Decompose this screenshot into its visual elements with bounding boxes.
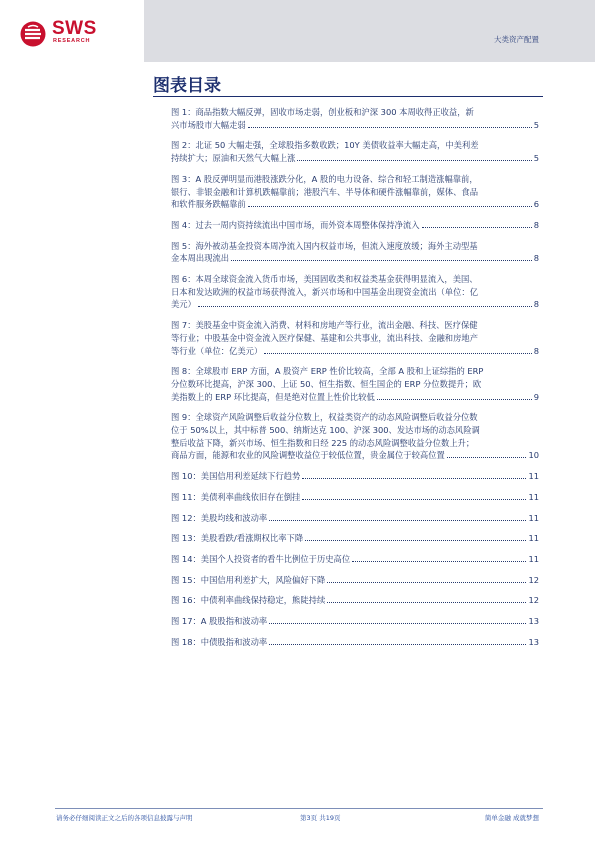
toc-page-number: 8	[533, 253, 539, 264]
logo	[0, 0, 120, 62]
toc-page-number: 8	[533, 345, 539, 356]
toc-dot-leader	[302, 499, 526, 500]
toc-entry-last-line	[171, 512, 539, 525]
toc-entry-line: 整后收益下降，新兴市场、恒生指数和日经 225 的动态风险调整收益分位数上升；	[171, 437, 475, 448]
toc-page-number: 11	[528, 471, 539, 482]
toc-entry[interactable]	[171, 219, 539, 232]
toc-entry-line: 图 5：海外被动基金投资本周净流入国内权益市场，但流入速度放缓；海外主动型基	[171, 240, 478, 251]
toc-entry-text: 图 10：美国信用利差延续下行趋势	[171, 471, 301, 482]
toc-entry-last-line	[171, 198, 539, 211]
logo-text: SWS	[52, 18, 97, 39]
toc-page-number: 11	[528, 553, 539, 564]
toc-dot-leader	[269, 644, 526, 645]
toc-page-number: 13	[528, 636, 539, 647]
toc-entry-text: 图 13：美股看跌/看涨期权比率下降	[171, 533, 304, 544]
toc-list	[171, 106, 539, 657]
toc-entry[interactable]	[171, 615, 539, 628]
toc-entry-text: 金本周出现流出	[171, 253, 230, 264]
toc-entry-text: 图 17：A 股股指和波动率	[171, 616, 268, 627]
toc-dot-leader	[269, 520, 526, 521]
toc-dot-leader	[327, 602, 526, 603]
toc-page-number: 8	[533, 219, 539, 230]
toc-dot-leader	[248, 127, 532, 128]
toc-entry-line: 等行业；中股基金中资金流入医疗保健、基建和公共事业，流出科技、金融和房地产	[171, 332, 478, 343]
toc-entry-line: 图 7：美股基金中资金流入消费、材料和房地产等行业，流出金融、科技、医疗保健	[171, 320, 478, 331]
toc-entry[interactable]	[171, 574, 539, 587]
toc-dot-leader	[352, 561, 526, 562]
toc-dot-leader	[264, 353, 531, 354]
toc-entry-line: 图 2：北证 50 大幅走强，全球股指多数收跌；10Y 美债收益率大幅走高，中美利差	[171, 140, 479, 151]
logo-subtext: RESEARCH	[53, 38, 91, 44]
toc-entry-last-line	[171, 449, 539, 462]
toc-dot-leader	[377, 399, 532, 400]
toc-page-number: 10	[528, 450, 539, 461]
page-title: 图表目录	[153, 76, 221, 96]
toc-entry-text: 等行业（单位：亿美元）	[171, 345, 263, 356]
toc-page-number: 11	[528, 491, 539, 502]
toc-entry-line: 图 6：本周全球资金流入货币市场，美国固收类和权益类基金获得明显流入，美国、	[171, 274, 478, 285]
toc-dot-leader	[447, 457, 527, 458]
toc-entry-text: 和软件服务跌幅靠前	[171, 199, 246, 210]
toc-dot-leader	[422, 227, 532, 228]
toc-entry-line: 图 8：全球股市 ERP 方面，A 股资产 ERP 性价比较高，全部 A 股和上证综指的 ERP	[171, 366, 484, 377]
toc-dot-leader	[297, 160, 531, 161]
toc-entry-text: 图 15：中国信用利差扩大，风险偏好下降	[171, 574, 326, 585]
toc-entry-text: 美指数上的 ERP 环比提高，但是绝对位置上性价比较低	[171, 391, 375, 402]
toc-dot-leader	[198, 306, 532, 307]
toc-entry-line: 银行、非银金融和计算机跌幅靠前；港股汽车、半导体和硬件涨幅靠前，媒体、食品	[171, 186, 478, 197]
toc-entry[interactable]	[171, 470, 539, 483]
toc-entry-last-line	[171, 119, 539, 132]
toc-entry[interactable]	[171, 106, 539, 131]
footer-slogan: 简单金融 成就梦想	[484, 814, 539, 822]
toc-entry-last-line	[171, 391, 539, 404]
toc-dot-leader	[305, 540, 526, 541]
toc-entry-last-line	[171, 219, 539, 232]
toc-entry-line: 位于 50%以上，其中标普 500、纳斯达克 100、沪深 300、发达市场的动态风险调	[171, 425, 480, 436]
footer-page-info: 第3页 共19页	[300, 814, 341, 822]
toc-entry-last-line	[171, 298, 539, 311]
toc-entry-last-line	[171, 636, 539, 649]
toc-page-number: 6	[533, 199, 539, 210]
toc-entry[interactable]	[171, 532, 539, 545]
toc-entry[interactable]	[171, 512, 539, 525]
toc-entry-last-line	[171, 594, 539, 607]
header-band	[120, 0, 595, 62]
toc-entry-last-line	[171, 532, 539, 545]
toc-dot-leader	[269, 623, 526, 624]
toc-entry-text: 图 16：中债利率曲线保持稳定，熊陡持续	[171, 595, 326, 606]
toc-page-number: 13	[528, 616, 539, 627]
toc-entry-last-line	[171, 345, 539, 358]
toc-page-number: 8	[533, 299, 539, 310]
toc-page-number: 9	[533, 391, 539, 402]
toc-entry[interactable]	[171, 491, 539, 504]
toc-entry-last-line	[171, 491, 539, 504]
toc-entry[interactable]	[171, 553, 539, 566]
toc-page-number: 11	[528, 512, 539, 523]
toc-entry-text: 图 14：美国个人投资者的看牛比例位于历史高位	[171, 553, 351, 564]
toc-entry-text: 图 4：过去一周内资持续流出中国市场，而外资本周整体保持净流入	[171, 219, 420, 230]
toc-entry-last-line	[171, 574, 539, 587]
toc-entry-line: 图 3：A 股反弹明显而港股涨跌分化，A 股的电力设备、综合和轻工制造涨幅靠前，	[171, 173, 478, 184]
sws-logo-icon	[20, 21, 46, 47]
toc-entry-text: 图 11：美债利率曲线依旧存在倒挂	[171, 491, 301, 502]
toc-entry-text: 持续扩大；原油和天然气大幅上涨	[171, 153, 296, 164]
toc-entry-last-line	[171, 470, 539, 483]
toc-entry-text: 图 18：中债股指和波动率	[171, 636, 268, 647]
title-divider	[153, 96, 543, 97]
toc-page-number: 5	[533, 153, 539, 164]
toc-page-number: 11	[528, 533, 539, 544]
toc-entry-text: 美元）	[171, 299, 196, 310]
toc-dot-leader	[248, 206, 532, 207]
toc-entry-last-line	[171, 615, 539, 628]
toc-entry-last-line	[171, 553, 539, 566]
toc-dot-leader	[327, 582, 526, 583]
toc-entry-last-line	[171, 252, 539, 265]
toc-dot-leader	[302, 478, 526, 479]
toc-dot-leader	[231, 260, 532, 261]
toc-entry[interactable]	[171, 173, 539, 211]
toc-entry[interactable]	[171, 594, 539, 607]
toc-entry-last-line	[171, 152, 539, 165]
toc-entry[interactable]	[171, 319, 539, 357]
toc-entry-line: 图 9：全球资产风险调整后收益分位数上，权益类资产的动态风险调整后收益分位数	[171, 412, 478, 423]
toc-page-number: 12	[528, 574, 539, 585]
toc-page-number: 5	[533, 119, 539, 130]
toc-entry-line: 分位数环比提高，沪深 300、上证 50、恒生指数、恒生国企的 ERP 分位数提升；欧	[171, 378, 482, 389]
toc-page-number: 12	[528, 595, 539, 606]
toc-entry[interactable]	[171, 636, 539, 649]
toc-entry-text: 兴市场股市大幅走弱	[171, 119, 246, 130]
toc-entry[interactable]	[171, 139, 539, 164]
toc-entry[interactable]	[171, 273, 539, 311]
toc-entry-text: 图 12：美股均线和波动率	[171, 512, 268, 523]
toc-entry-text: 商品方面，能源和农业的风险调整收益位于较低位置，贵金属位于较高位置	[171, 450, 445, 461]
toc-entry-line: 日本和发达欧洲的权益市场获得流入，新兴市场和中国基金出现资金流出（单位：亿	[171, 286, 478, 297]
section-label: 大类资产配置	[494, 35, 539, 44]
header-divider-strip	[120, 0, 144, 62]
footer-divider	[55, 808, 543, 809]
toc-entry[interactable]	[171, 365, 539, 403]
footer-disclaimer: 请务必仔细阅读正文之后的各项信息披露与声明	[56, 814, 193, 822]
toc-entry[interactable]	[171, 240, 539, 265]
toc-entry[interactable]	[171, 411, 539, 462]
toc-entry-line: 图 1：商品指数大幅反弹，固收市场走弱，创业板和沪深 300 本周收得正收益，新	[171, 107, 474, 117]
